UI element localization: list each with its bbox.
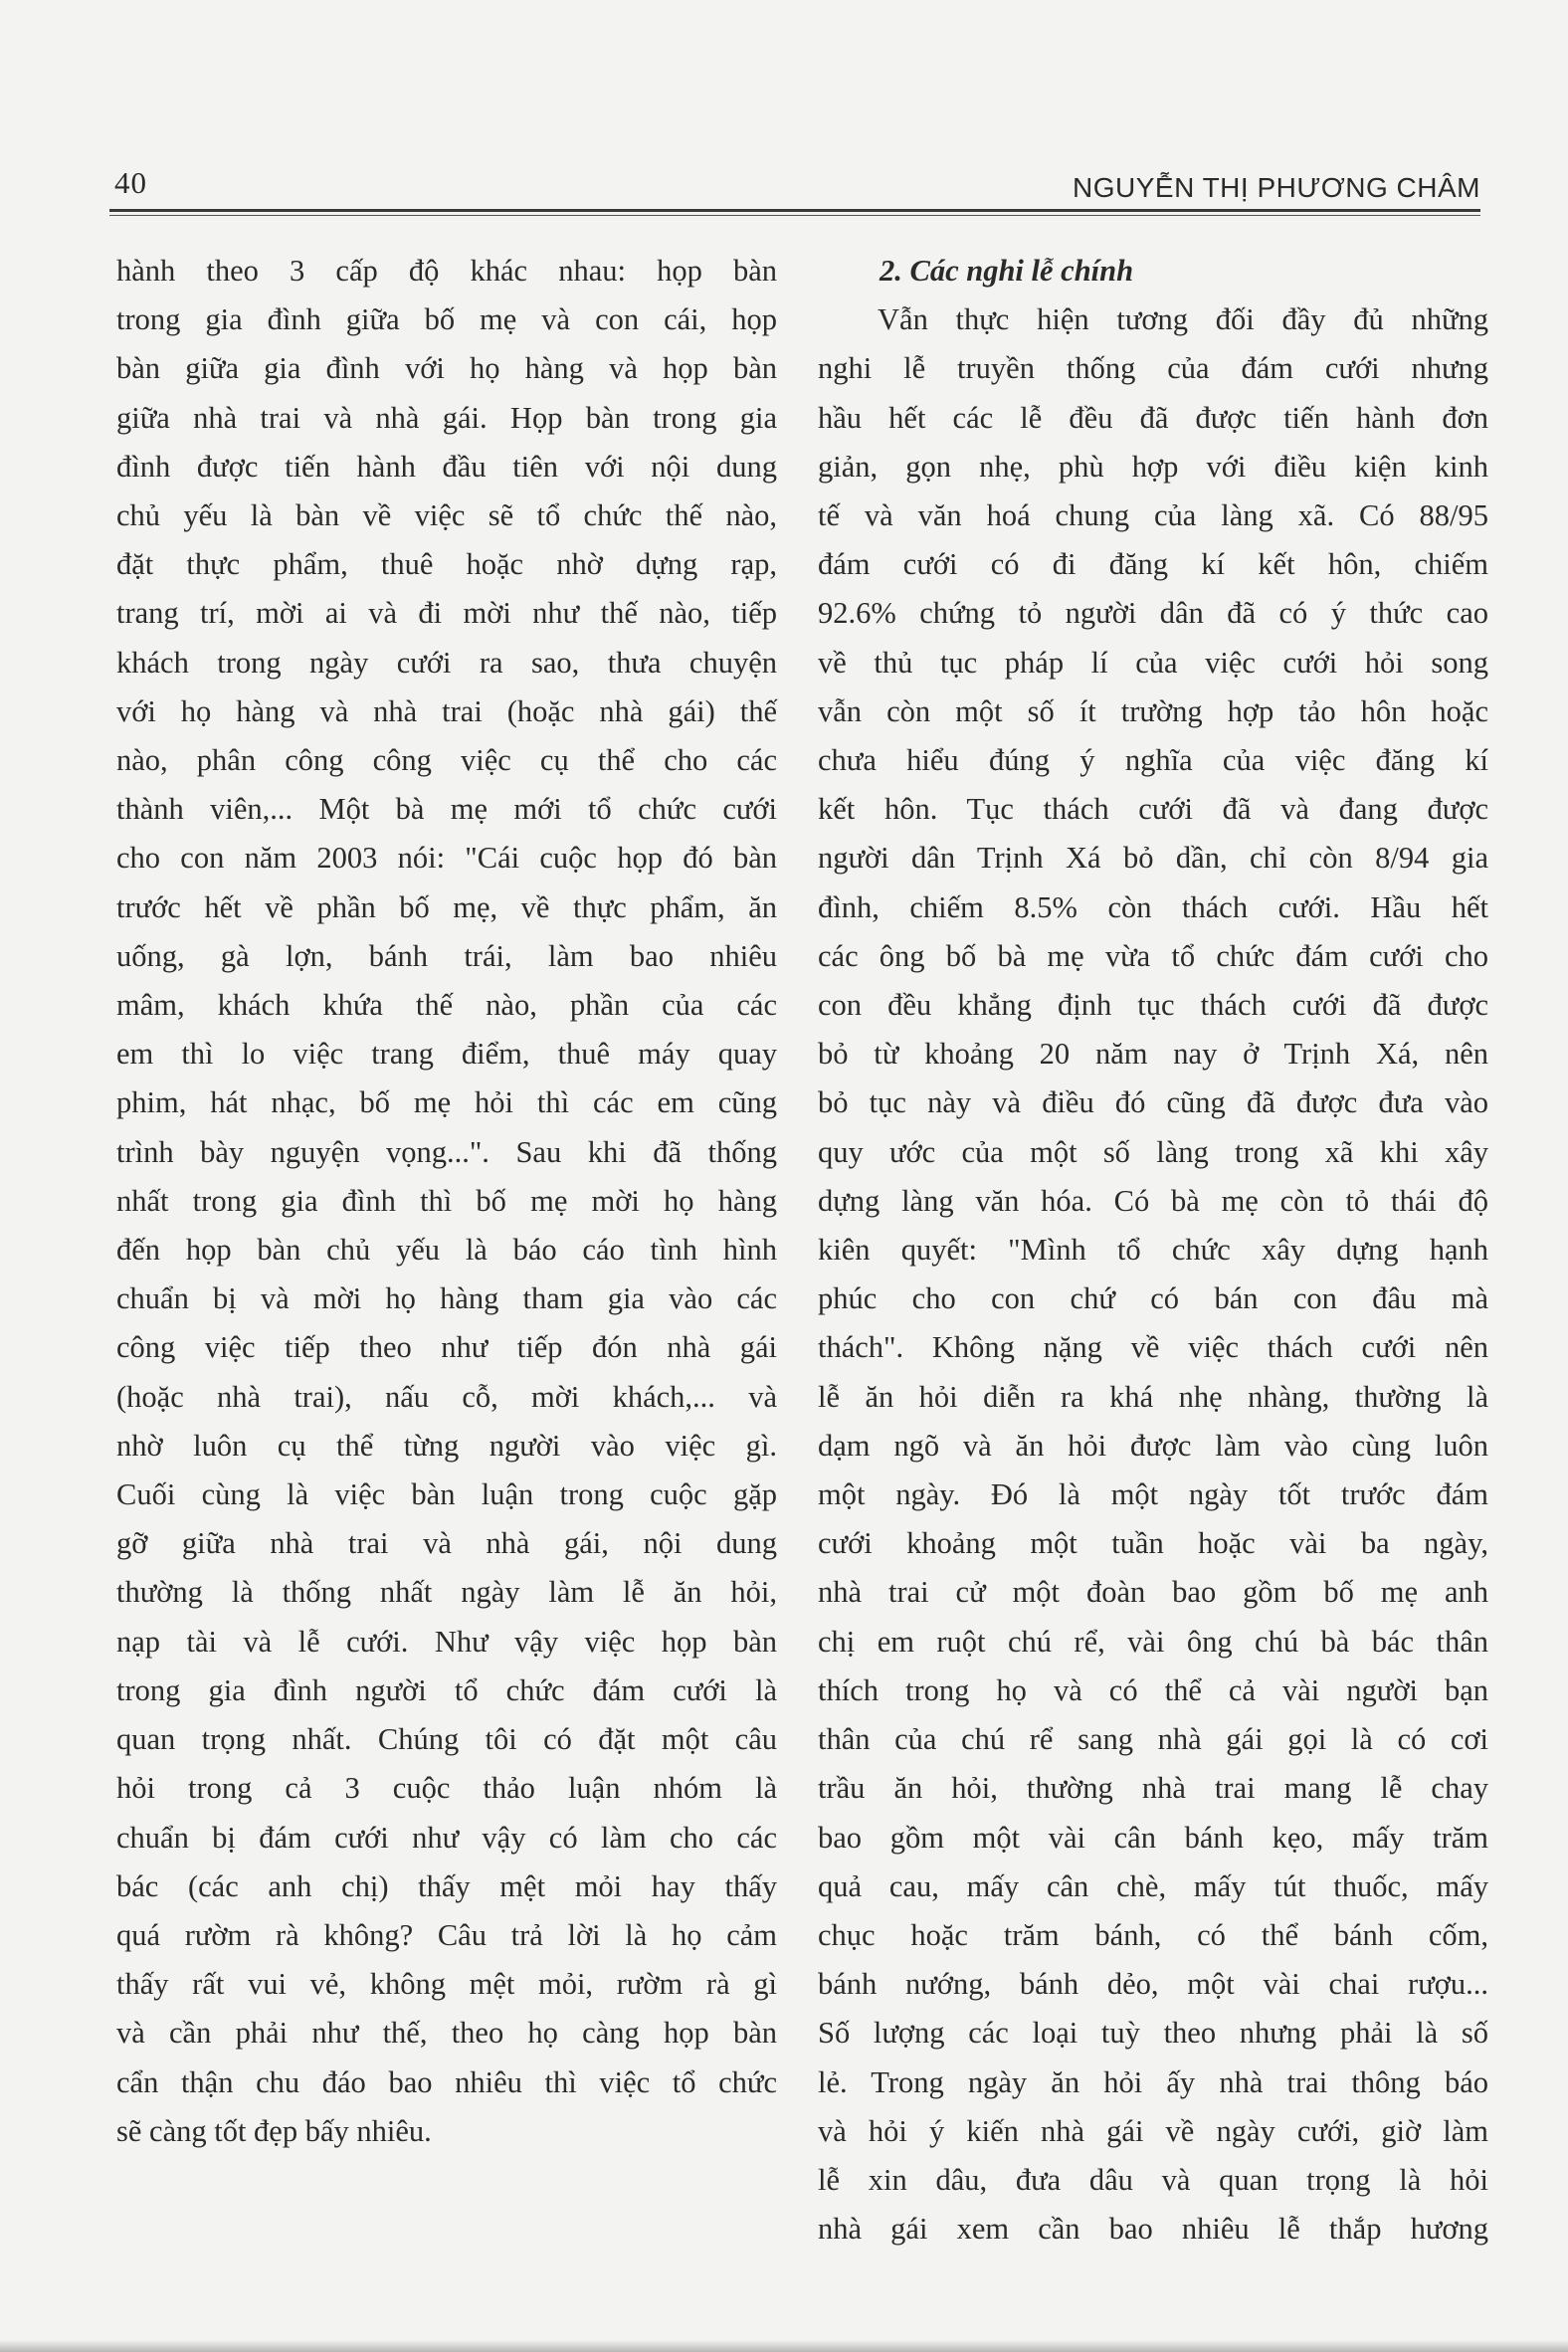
text-line: bánh nướng, bánh dẻo, một vài chai rượu...: [818, 1967, 1488, 2002]
text-line: lễ ăn hỏi diễn ra khá nhẹ nhàng, thường là: [818, 1379, 1488, 1414]
text-line: và hỏi ý kiến nhà gái về ngày cưới, giờ làm: [818, 2113, 1488, 2148]
text-line: thành viên,... Một bà mẹ mới tổ chức cưới: [116, 792, 777, 827]
text-line: chị em ruột chú rể, vài ông chú bà bác thân: [818, 1624, 1488, 1659]
section-heading: 2. Các nghi lễ chính: [880, 254, 1134, 288]
text-line: trong gia đình giữa bố mẹ và con cái, họp: [116, 302, 777, 337]
text-line: Số lượng các loại tuỳ theo nhưng phải là số: [818, 2016, 1488, 2051]
text-line: dựng làng văn hóa. Có bà mẹ còn tỏ thái độ: [818, 1183, 1488, 1218]
text-line: Cuối cùng là việc bàn luận trong cuộc gặp: [116, 1477, 777, 1512]
text-line: chuẩn bị đám cưới như vậy có làm cho các: [116, 1820, 777, 1855]
text-line: gỡ giữa nhà trai và nhà gái, nội dung: [116, 1526, 777, 1561]
text-line: cẩn thận chu đáo bao nhiêu thì việc tổ chức: [116, 2064, 777, 2099]
text-line: mâm, khách khứa thế nào, phần của các: [116, 988, 777, 1023]
right-column: [818, 247, 1488, 2254]
text-line: nhờ luôn cụ thể từng người vào việc gì.: [116, 1428, 777, 1463]
text-line: các ông bố bà mẹ vừa tổ chức đám cưới cho: [818, 938, 1488, 973]
text-line: nhà trai cử một đoàn bao gồm bố mẹ anh: [818, 1575, 1488, 1610]
header-rule: [109, 209, 1480, 212]
text-line: tế và văn hoá chung của làng xã. Có 88/95: [818, 498, 1488, 533]
page-number: 40: [114, 165, 147, 200]
running-head: NGUYỄN THỊ PHƯƠNG CHÂM: [1073, 172, 1480, 203]
text-line: nạp tài và lễ cưới. Như vậy việc họp bàn: [116, 1624, 777, 1659]
text-line: 92.6% chứng tỏ người dân đã có ý thức cao: [818, 596, 1488, 631]
text-line: hỏi trong cả 3 cuộc thảo luận nhóm là: [116, 1771, 777, 1806]
text-line: bỏ từ khoảng 20 năm nay ở Trịnh Xá, nên: [818, 1037, 1488, 1072]
text-line: hành theo 3 cấp độ khác nhau: họp bàn: [116, 254, 777, 288]
text-line: nhất trong gia đình thì bố mẹ mời họ hàng: [116, 1183, 777, 1218]
left-column: [116, 247, 777, 2156]
text-line: quan trọng nhất. Chúng tôi có đặt một câu: [116, 1722, 777, 1757]
text-line: hầu hết các lễ đều đã được tiến hành đơn: [818, 400, 1488, 435]
text-line: bàn giữa gia đình với họ hàng và họp bàn: [116, 351, 777, 386]
text-line: trang trí, mời ai và đi mời như thế nào, tiếp: [116, 596, 777, 631]
text-line: đình, chiếm 8.5% còn thách cưới. Hầu hết: [818, 889, 1488, 924]
text-line: công việc tiếp theo như tiếp đón nhà gái: [116, 1330, 777, 1365]
text-line: thân của chú rể sang nhà gái gọi là có cơi: [818, 1722, 1488, 1757]
text-line: nào, phân công công việc cụ thể cho các: [116, 743, 777, 778]
text-line: thấy rất vui vẻ, không mệt mỏi, rườm rà gì: [116, 1967, 777, 2002]
text-line: cưới khoảng một tuần hoặc vài ba ngày,: [818, 1526, 1488, 1561]
text-line: về thủ tục pháp lí của việc cưới hỏi song: [818, 645, 1488, 680]
text-line: kiên quyết: "Mình tổ chức xây dựng hạnh: [818, 1233, 1488, 1268]
text-line: lễ xin dâu, đưa dâu và quan trọng là hỏi: [818, 2162, 1488, 2197]
text-line: giữa nhà trai và nhà gái. Họp bàn trong gia: [116, 400, 777, 435]
text-line: nhà gái xem cần bao nhiêu lễ thắp hương: [818, 2212, 1488, 2247]
text-line: đặt thực phẩm, thuê hoặc nhờ dựng rạp,: [116, 547, 777, 582]
text-line: quá rườm rà không? Câu trả lời là họ cảm: [116, 1917, 777, 1952]
text-line: sẽ càng tốt đẹp bấy nhiêu.: [116, 2113, 432, 2148]
text-line: trước hết về phần bố mẹ, về thực phẩm, ăn: [116, 889, 777, 924]
text-line: Vẫn thực hiện tương đối đầy đủ những: [878, 302, 1488, 337]
text-line: trình bày nguyện vọng...". Sau khi đã thống: [116, 1134, 777, 1169]
text-line: chuẩn bị và mời họ hàng tham gia vào các: [116, 1281, 777, 1316]
text-line: thường là thống nhất ngày làm lễ ăn hỏi,: [116, 1575, 777, 1610]
text-line: thích trong họ và có thể cả vài người bạn: [818, 1672, 1488, 1707]
scan-edge-shadow: [0, 2340, 1568, 2352]
text-line: lẻ. Trong ngày ăn hỏi ấy nhà trai thông báo: [818, 2064, 1488, 2099]
text-line: quy ước của một số làng trong xã khi xây: [818, 1134, 1488, 1169]
text-line: chục hoặc trăm bánh, có thể bánh cốm,: [818, 1917, 1488, 1952]
text-line: bác (các anh chị) thấy mệt mỏi hay thấy: [116, 1868, 777, 1903]
text-line: vẫn còn một số ít trường hợp tảo hôn hoặc: [818, 693, 1488, 728]
text-line: bao gồm một vài cân bánh kẹo, mấy trăm: [818, 1820, 1488, 1855]
text-line: em thì lo việc trang điểm, thuê máy quay: [116, 1037, 777, 1072]
text-line: chủ yếu là bàn về việc sẽ tổ chức thế nào,: [116, 498, 777, 533]
text-line: kết hôn. Tục thách cưới đã và đang được: [818, 792, 1488, 827]
text-line: uống, gà lợn, bánh trái, làm bao nhiêu: [116, 938, 777, 973]
header-rule-thin: [109, 215, 1480, 216]
text-line: cho con năm 2003 nói: "Cái cuộc họp đó bàn: [116, 841, 777, 876]
text-line: đến họp bàn chủ yếu là báo cáo tình hình: [116, 1233, 777, 1268]
text-line: bỏ tục này và điều đó cũng đã được đưa vào: [818, 1085, 1488, 1120]
text-line: con đều khẳng định tục thách cưới đã được: [818, 988, 1488, 1023]
text-line: chưa hiểu đúng ý nghĩa của việc đăng kí: [818, 743, 1488, 778]
text-line: đám cưới có đi đăng kí kết hôn, chiếm: [818, 547, 1488, 582]
text-line: đình được tiến hành đầu tiên với nội dung: [116, 449, 777, 484]
text-line: thách". Không nặng về việc thách cưới nên: [818, 1330, 1488, 1365]
text-line: (hoặc nhà trai), nấu cỗ, mời khách,... và: [116, 1379, 777, 1414]
text-line: trầu ăn hỏi, thường nhà trai mang lễ chay: [818, 1771, 1488, 1806]
text-line: khách trong ngày cưới ra sao, thưa chuyện: [116, 645, 777, 680]
text-line: và cần phải như thế, theo họ càng họp bàn: [116, 2016, 777, 2051]
text-line: giản, gọn nhẹ, phù hợp với điều kiện kinh: [818, 449, 1488, 484]
text-line: phim, hát nhạc, bố mẹ hỏi thì các em cũng: [116, 1085, 777, 1120]
text-line: quả cau, mấy cân chè, mấy tút thuốc, mấy: [818, 1868, 1488, 1903]
text-line: phúc cho con chứ có bán con đâu mà: [818, 1281, 1488, 1316]
text-line: một ngày. Đó là một ngày tốt trước đám: [818, 1477, 1488, 1512]
text-line: trong gia đình người tổ chức đám cưới là: [116, 1672, 777, 1707]
text-line: nghi lễ truyền thống của đám cưới nhưng: [818, 351, 1488, 386]
text-line: người dân Trịnh Xá bỏ dần, chỉ còn 8/94 gia: [818, 841, 1488, 876]
text-line: với họ hàng và nhà trai (hoặc nhà gái) thế: [116, 693, 777, 728]
text-line: dạm ngõ và ăn hỏi được làm vào cùng luôn: [818, 1428, 1488, 1463]
